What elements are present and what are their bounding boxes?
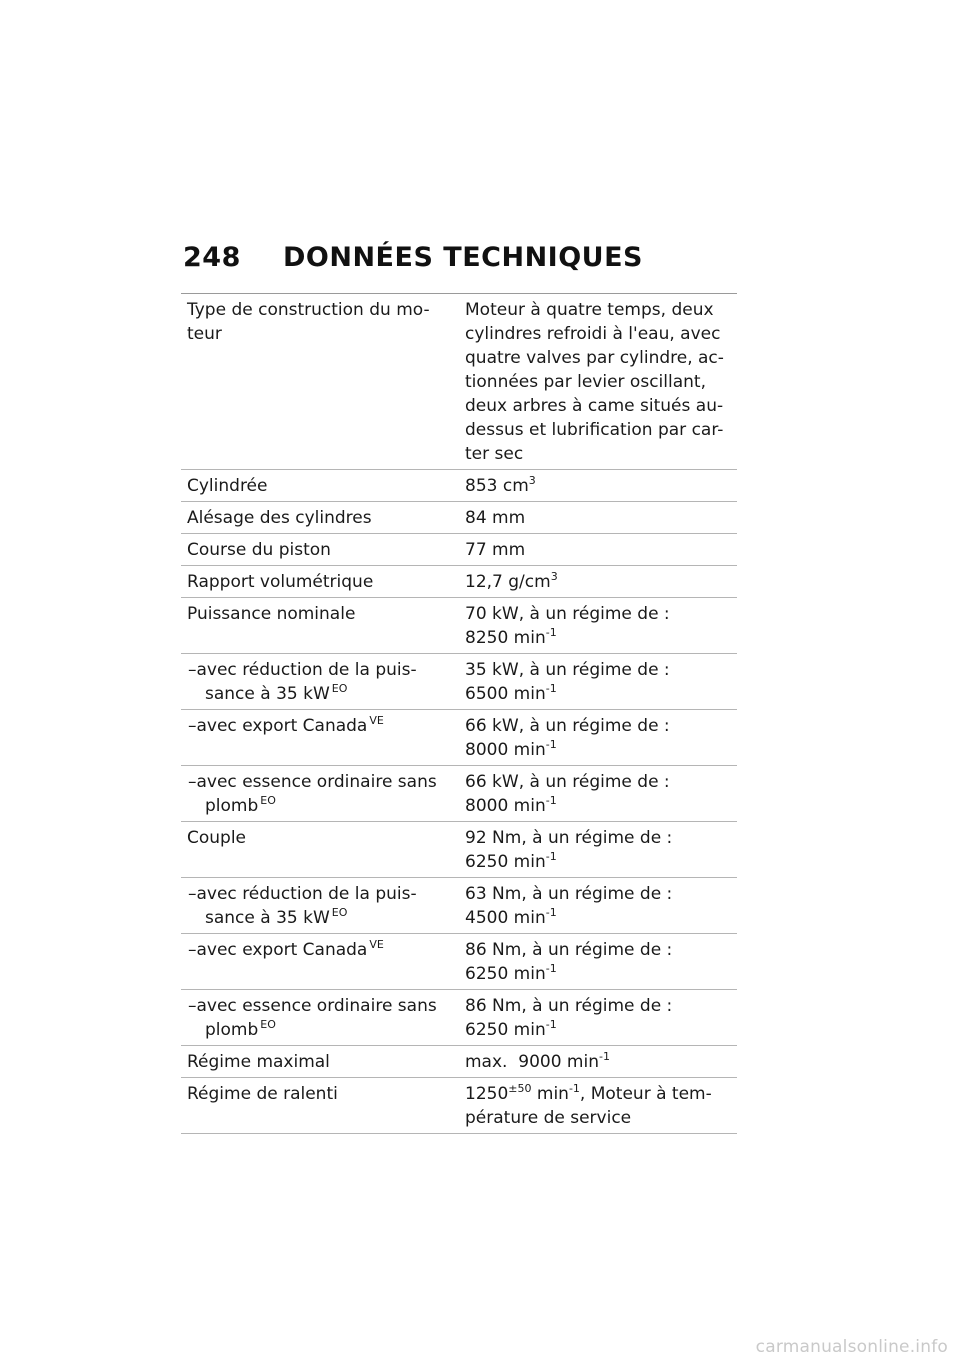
spec-value: 84 mm [465,508,526,528]
spec-table [181,293,737,1134]
spec-value: 92 Nm, à un régime de : 6250 $\min^{-1}$ [465,828,673,872]
spec-value: $1250^{\pm 50}$ $\min^{-1}$, Moteur à tem-pérature de service [465,1082,712,1128]
spec-value: 35 kW, à un régime de : 6500 $\min^{-1}$ [465,660,670,704]
page-header [183,242,643,273]
variant-tag: EO [331,906,348,919]
spec-row-engine-type [181,294,737,470]
spec-label: –avec réduction de la puis-sance à 35 kW $^{EO}$ [188,660,417,704]
spec-row-displacement [181,470,737,502]
superscript: -1 [545,850,557,863]
superscript: -1 [545,794,557,807]
spec-row-power-canada [181,710,737,766]
variant-tag: EO [260,794,276,807]
spec-label: –avec essence ordinaire sans plomb $^{EO}$ [188,996,437,1040]
spec-label: –avec essence ordinaire sans plomb $^{EO}$ [188,772,437,816]
spec-value: Moteur à quatre temps, deux cylindres refroidi à l'eau, avec quatre valves par cylindre, ac-tionnées par levier oscillant, deux arbres à came situés au-dessus et lubrification par car-ter sec [465,300,724,464]
superscript: -1 [545,738,557,751]
page-number: 248 [183,242,241,273]
spec-value: 77 mm [465,540,526,560]
spec-value: 12,7 $g/cm^3$ [465,570,558,592]
spec-row-idle-rpm [181,1078,737,1134]
spec-value: 63 Nm, à un régime de : 4500 $\min^{-1}$ [465,884,673,928]
spec-row-rated-power [181,598,737,654]
spec-row-power-35kw [181,654,737,710]
spec-row-bore [181,502,737,534]
spec-label: Puissance nominale [187,604,356,624]
spec-label: Régime maximal [187,1052,330,1072]
variant-tag: EO [260,1018,276,1031]
spec-row-torque-canada [181,934,737,990]
superscript: -1 [545,626,557,639]
spec-row-compression [181,566,737,598]
spec-label: Course du piston [187,540,331,560]
superscript: ±50 [508,1082,532,1095]
spec-row-stroke [181,534,737,566]
spec-row-max-rpm [181,1046,737,1078]
variant-tag: EO [331,682,348,695]
spec-value: 853 $cm^3$ [465,474,536,496]
spec-value: 66 kW, à un régime de : 8000 $\min^{-1}$ [465,772,670,816]
spec-row-torque-unleaded [181,990,737,1046]
spec-label: Type de construction du mo-teur [187,300,430,344]
spec-value: 86 Nm, à un régime de : 6250 $\min^{-1}$ [465,996,673,1040]
spec-row-power-unleaded [181,766,737,822]
spec-value: 86 Nm, à un régime de : 6250 $\min^{-1}$ [465,940,673,984]
spec-label: Rapport volumétrique [187,572,374,592]
superscript: -1 [545,682,557,695]
superscript: -1 [545,1018,557,1031]
spec-value: 70 kW, à un régime de : 8250 $\min^{-1}$ [465,604,670,648]
spec-row-torque [181,822,737,878]
watermark: carmanualsonline.info [755,1337,948,1357]
variant-tag: VE [369,938,384,951]
spec-label: –avec export Canada $^{VE}$ [188,714,384,736]
page-title: DONNÉES TECHNIQUES [283,242,643,273]
spec-value: max. 9000 $\min^{-1}$ [465,1050,610,1072]
spec-label: Couple [187,828,247,848]
superscript: -1 [545,962,557,975]
spec-row-torque-35kw [181,878,737,934]
spec-value: 66 kW, à un régime de : 8000 $\min^{-1}$ [465,716,670,760]
spec-label: Alésage des cylindres [187,508,372,528]
spec-label: Cylindrée [187,476,268,496]
superscript: 3 [528,474,536,487]
superscript: 3 [550,570,558,583]
variant-tag: VE [369,714,384,727]
superscript: -1 [568,1082,580,1095]
spec-label: Régime de ralenti [187,1084,338,1104]
superscript: -1 [598,1050,610,1063]
spec-label: –avec export Canada $^{VE}$ [188,938,384,960]
spec-label: –avec réduction de la puis-sance à 35 kW $^{EO}$ [188,884,417,928]
superscript: -1 [545,906,557,919]
